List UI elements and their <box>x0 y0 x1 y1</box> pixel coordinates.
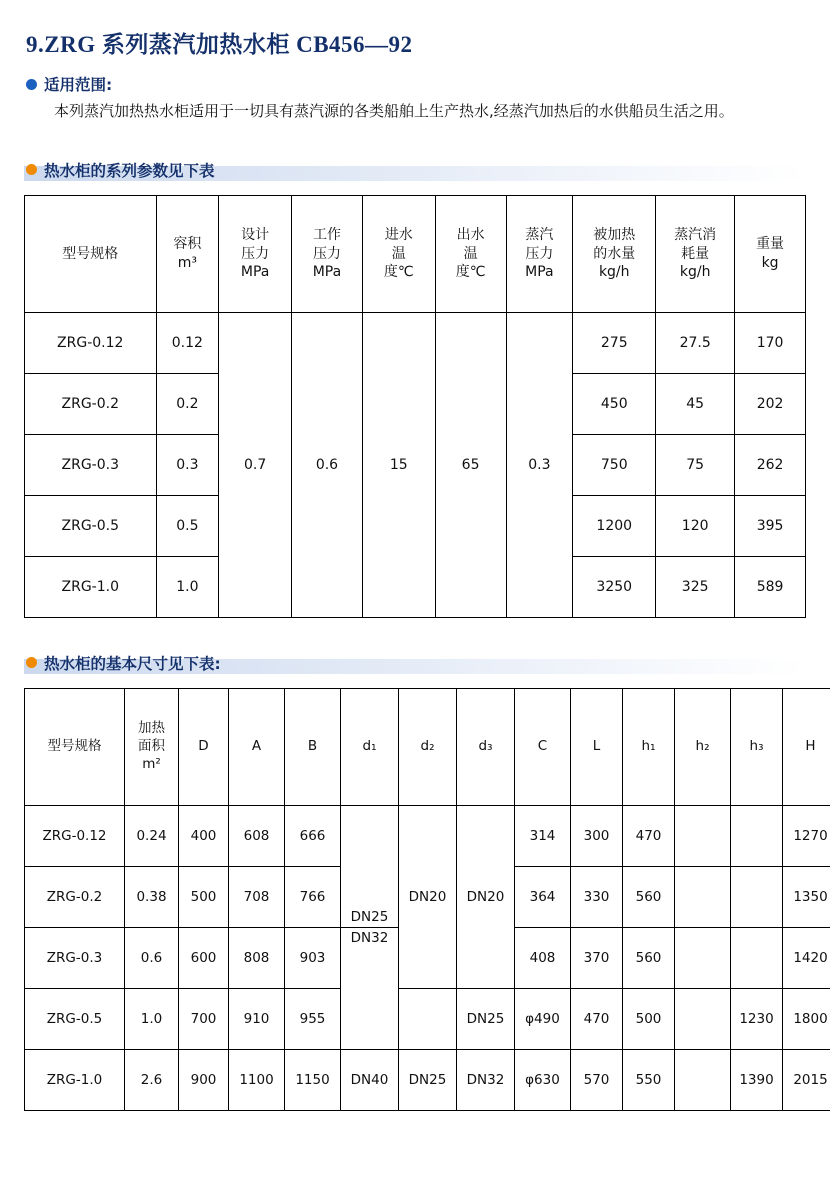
bullet-icon <box>26 657 37 668</box>
cell-H: 2015 <box>783 1049 830 1110</box>
cell-h1: 560 <box>623 927 675 988</box>
header-cell-D: D <box>179 688 229 805</box>
page-title: 9.ZRG 系列蒸汽加热水柜 CB456—92 <box>26 32 413 57</box>
cell-heated-water: 3250 <box>573 556 656 617</box>
cell-h2 <box>675 805 731 866</box>
bullet-icon <box>26 79 37 90</box>
cell-h3 <box>731 927 783 988</box>
section-heading-label: 热水柜的系列参数见下表 <box>44 161 215 180</box>
cell-h3: 1230 <box>731 988 783 1049</box>
cell-model: ZRG-0.5 <box>25 988 125 1049</box>
cell-h2 <box>675 1049 731 1110</box>
cell-D: 600 <box>179 927 229 988</box>
section-heading-scope <box>26 73 806 95</box>
cell-L: 470 <box>571 988 623 1049</box>
header-cell-model: 型号规格 <box>25 688 125 805</box>
cell-d3: DN32 <box>457 1049 515 1110</box>
basic-dimensions-table <box>24 688 830 1111</box>
header-cell-h1: h₁ <box>623 688 675 805</box>
cell-weight: 170 <box>735 312 806 373</box>
cell-volume: 0.12 <box>156 312 219 373</box>
cell-model: ZRG-0.12 <box>25 312 157 373</box>
cell-heating-area: 2.6 <box>125 1049 179 1110</box>
series-parameters-table <box>24 195 806 618</box>
header-cell-model: 型号规格 <box>25 195 157 312</box>
cell-h1: 470 <box>623 805 675 866</box>
section-heading-params <box>26 159 806 181</box>
cell-d1-merged-top: DN25 <box>341 805 399 927</box>
cell-D: 900 <box>179 1049 229 1110</box>
cell-A: 708 <box>229 866 285 927</box>
cell-C: 408 <box>515 927 571 988</box>
section-heading-dims-wrap <box>24 652 806 674</box>
cell-inlet-temp: 15 <box>362 312 435 617</box>
cell-d1: DN40 <box>341 1049 399 1110</box>
cell-model: ZRG-0.12 <box>25 805 125 866</box>
header-cell-B: B <box>285 688 341 805</box>
header-cell-work-pressure: 工作 压力 MPa <box>292 195 363 312</box>
bullet-icon <box>26 164 37 175</box>
cell-A: 608 <box>229 805 285 866</box>
cell-d1-merged-bottom: DN32 <box>341 927 399 1049</box>
cell-model: ZRG-0.2 <box>25 373 157 434</box>
cell-d2-merged-top: DN20 <box>399 805 457 988</box>
cell-steam-consumption: 45 <box>656 373 735 434</box>
table-row <box>25 988 830 1049</box>
cell-B: 1150 <box>285 1049 341 1110</box>
header-cell-steam-pressure: 蒸汽 压力 MPa <box>506 195 573 312</box>
cell-A: 1100 <box>229 1049 285 1110</box>
cell-heating-area: 1.0 <box>125 988 179 1049</box>
cell-L: 300 <box>571 805 623 866</box>
cell-steam-consumption: 325 <box>656 556 735 617</box>
cell-h2 <box>675 927 731 988</box>
table-header-row <box>25 688 830 805</box>
cell-d3-merged-top: DN20 <box>457 805 515 988</box>
cell-volume: 0.2 <box>156 373 219 434</box>
header-cell-volume: 容积 m³ <box>156 195 219 312</box>
cell-A: 808 <box>229 927 285 988</box>
header-cell-A: A <box>229 688 285 805</box>
cell-C: φ630 <box>515 1049 571 1110</box>
cell-B: 766 <box>285 866 341 927</box>
cell-h3 <box>731 866 783 927</box>
cell-heating-area: 0.38 <box>125 866 179 927</box>
section-heading-dimensions <box>26 652 806 674</box>
header-cell-heated-water: 被加热 的水量 kg/h <box>573 195 656 312</box>
cell-C: φ490 <box>515 988 571 1049</box>
cell-design-pressure: 0.7 <box>219 312 292 617</box>
cell-model: ZRG-0.5 <box>25 495 157 556</box>
cell-h1: 560 <box>623 866 675 927</box>
cell-heating-area: 0.24 <box>125 805 179 866</box>
cell-h1: 550 <box>623 1049 675 1110</box>
cell-steam-consumption: 120 <box>656 495 735 556</box>
cell-D: 500 <box>179 866 229 927</box>
cell-steam-consumption: 27.5 <box>656 312 735 373</box>
cell-L: 570 <box>571 1049 623 1110</box>
cell-h2 <box>675 988 731 1049</box>
cell-d2: DN25 <box>399 1049 457 1110</box>
header-cell-weight: 重量 kg <box>735 195 806 312</box>
cell-outlet-temp: 65 <box>435 312 506 617</box>
cell-steam-pressure: 0.3 <box>506 312 573 617</box>
cell-heated-water: 450 <box>573 373 656 434</box>
cell-B: 955 <box>285 988 341 1049</box>
header-cell-L: L <box>571 688 623 805</box>
section-heading-label: 适用范围: <box>44 76 113 94</box>
cell-h2 <box>675 866 731 927</box>
cell-heated-water: 1200 <box>573 495 656 556</box>
header-cell-outlet-temp: 出水 温 度℃ <box>435 195 506 312</box>
cell-h3: 1390 <box>731 1049 783 1110</box>
scope-paragraph: 本列蒸汽加热热水柜适用于一切具有蒸汽源的各类船舶上生产热水,经蒸汽加热后的水供船员生活之用。 <box>54 102 734 120</box>
cell-D: 700 <box>179 988 229 1049</box>
cell-L: 370 <box>571 927 623 988</box>
cell-d3: DN25 <box>457 988 515 1049</box>
cell-volume: 0.5 <box>156 495 219 556</box>
header-cell-design-pressure: 设计 压力 MPa <box>219 195 292 312</box>
cell-A: 910 <box>229 988 285 1049</box>
cell-weight: 202 <box>735 373 806 434</box>
cell-C: 364 <box>515 866 571 927</box>
cell-h3 <box>731 805 783 866</box>
header-cell-H: H <box>783 688 830 805</box>
table-header-row <box>25 195 806 312</box>
cell-H: 1270 <box>783 805 830 866</box>
header-cell-inlet-temp: 进水 温 度℃ <box>362 195 435 312</box>
cell-model: ZRG-0.3 <box>25 434 157 495</box>
cell-heated-water: 750 <box>573 434 656 495</box>
header-cell-heating-area: 加热 面积 m² <box>125 688 179 805</box>
cell-model: ZRG-0.3 <box>25 927 125 988</box>
header-cell-d3: d₃ <box>457 688 515 805</box>
header-cell-d1: d₁ <box>341 688 399 805</box>
cell-volume: 1.0 <box>156 556 219 617</box>
header-cell-C: C <box>515 688 571 805</box>
cell-work-pressure: 0.6 <box>292 312 363 617</box>
header-cell-steam-consumption: 蒸汽消 耗量 kg/h <box>656 195 735 312</box>
table-row <box>25 1049 830 1110</box>
cell-H: 1800 <box>783 988 830 1049</box>
cell-weight: 589 <box>735 556 806 617</box>
header-cell-d2: d₂ <box>399 688 457 805</box>
spacer <box>24 618 806 652</box>
cell-model: ZRG-0.2 <box>25 866 125 927</box>
cell-L: 330 <box>571 866 623 927</box>
cell-heated-water: 275 <box>573 312 656 373</box>
cell-model: ZRG-1.0 <box>25 1049 125 1110</box>
cell-B: 903 <box>285 927 341 988</box>
cell-H: 1350 <box>783 866 830 927</box>
cell-weight: 395 <box>735 495 806 556</box>
section-heading-params-wrap <box>24 159 806 181</box>
section-heading-label: 热水柜的基本尺寸见下表: <box>44 654 221 673</box>
table-row <box>25 312 806 373</box>
cell-weight: 262 <box>735 434 806 495</box>
cell-model: ZRG-1.0 <box>25 556 157 617</box>
cell-d2 <box>399 988 457 1049</box>
cell-C: 314 <box>515 805 571 866</box>
header-cell-h3: h₃ <box>731 688 783 805</box>
cell-B: 666 <box>285 805 341 866</box>
cell-H: 1420 <box>783 927 830 988</box>
cell-heating-area: 0.6 <box>125 927 179 988</box>
header-cell-h2: h₂ <box>675 688 731 805</box>
cell-steam-consumption: 75 <box>656 434 735 495</box>
spacer <box>24 125 806 159</box>
cell-h1: 500 <box>623 988 675 1049</box>
table-row <box>25 805 830 866</box>
cell-D: 400 <box>179 805 229 866</box>
cell-volume: 0.3 <box>156 434 219 495</box>
